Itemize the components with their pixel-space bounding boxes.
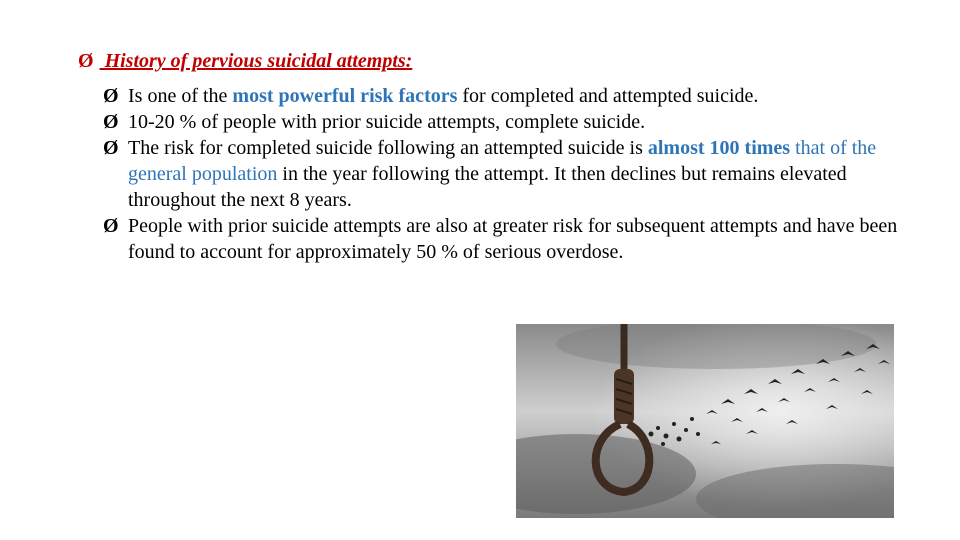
highlight-text: most powerful risk factors [232, 85, 458, 107]
bullet-item [103, 213, 903, 265]
bullet-item [103, 109, 903, 135]
highlight-text: that of the general population [128, 137, 877, 185]
bullet-list [103, 83, 903, 265]
bullet-text: Is one of the [128, 85, 233, 107]
arrow-bullet-icon: Ø [103, 85, 119, 107]
arrow-bullet-icon: Ø [103, 137, 119, 159]
bullet-item [103, 83, 903, 109]
heading-arrow-bullet: Ø [78, 50, 94, 72]
arrow-bullet-icon: Ø [103, 215, 119, 237]
noose-birds-image [516, 324, 894, 518]
bullet-text: The risk for completed suicide following an attempted suicide is [128, 137, 648, 159]
bullet-item [103, 135, 903, 213]
noose-birds-illustration [516, 324, 894, 518]
bullet-text: for completed and attempted suicide. [457, 85, 759, 107]
bullet-text: 10-20 % of people with prior suicide attempts, complete suicide. [128, 111, 646, 133]
heading-title: History of pervious suicidal attempts: [99, 50, 413, 72]
bullet-text: People with prior suicide attempts are also at greater risk for subsequent attempts and have been found to account for approximately 50 % of serious overdose. [128, 215, 898, 263]
slide-heading [78, 50, 412, 73]
arrow-bullet-icon: Ø [103, 111, 119, 133]
highlight-text: almost 100 times [647, 137, 791, 159]
bullet-text: in the year following the attempt. It then declines but remains elevated throughout the next 8 years. [128, 163, 847, 211]
